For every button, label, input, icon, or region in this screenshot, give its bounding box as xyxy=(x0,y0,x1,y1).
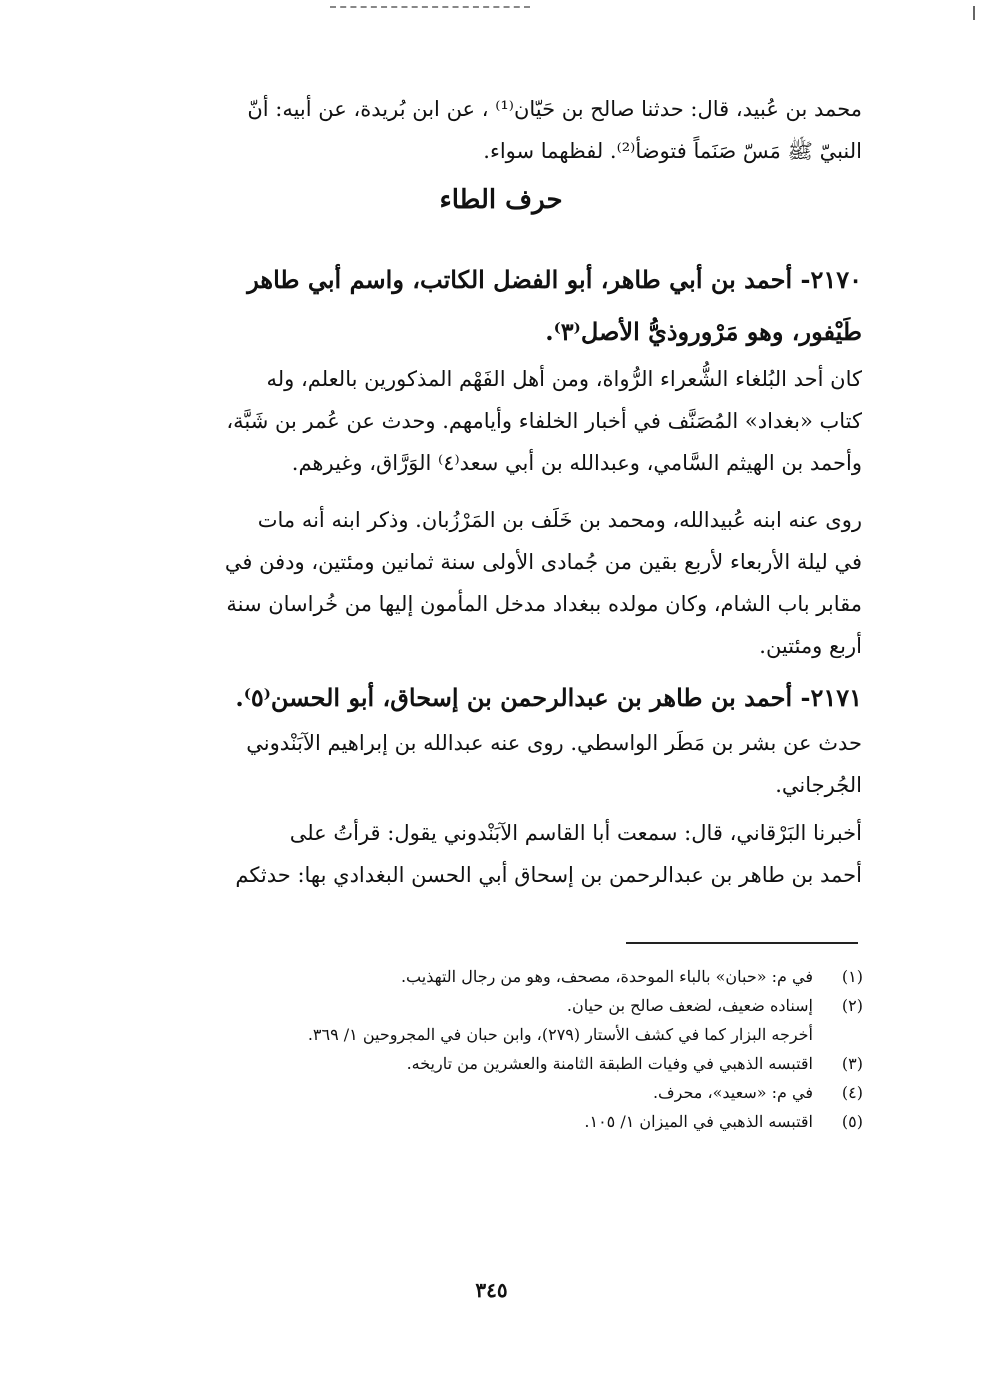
entry-2170-title xyxy=(140,254,862,358)
footnote xyxy=(123,1107,863,1136)
entry-2171-title xyxy=(140,672,862,724)
footnote xyxy=(123,1049,863,1078)
footnote-number: (١) xyxy=(841,967,863,986)
page-number: ٣٤٥ xyxy=(475,1278,508,1302)
paragraph-line: الجُرجاني. xyxy=(775,773,862,797)
footnote-text: اقتبسه الذهبي في وفيات الطبقة الثامنة والعشرين من تاريخه. xyxy=(406,1054,813,1073)
footnote-number: (٣) xyxy=(841,1054,863,1073)
scan-artifact-top xyxy=(330,6,530,8)
footnote xyxy=(123,962,863,991)
paragraph-line: وأحمد بن الهيثم السَّامي، وعبدالله بن أبي سعد⁽٤⁾ الوَرَّاق، وغيرهم. xyxy=(291,451,862,475)
paragraph-line: في ليلة الأربعاء لأربع بقين من جُمادى الأولى سنة ثمانين ومئتين، ودفن في xyxy=(224,550,862,574)
paragraph-line: حدث عن بشر بن مَطَر الواسطي. روى عنه عبدالله بن إبراهيم الآبَنْدوني xyxy=(246,731,862,755)
footnote-text: في م: «سعيد»، محرف. xyxy=(652,1083,813,1102)
footnote-divider xyxy=(626,942,858,944)
entry-title-line: ٢١٧٠- أحمد بن أبي طاهر، أبو الفضل الكاتب، واسم أبي طاهر xyxy=(247,265,862,294)
intro-line: محمد بن عُبيد، قال: حدثنا صالح بن حَيّان⁽¹⁾ ، عن ابن بُريدة، عن أبيه: أنّ xyxy=(247,97,862,121)
entry-2171-paragraph-1 xyxy=(140,722,862,806)
footnote xyxy=(123,991,863,1020)
footnote xyxy=(123,1078,863,1107)
footnote-text: أخرجه البزار كما في كشف الأستار (٢٧٩)، وابن حبان في المجروحين ١/ ٣٦٩. xyxy=(307,1025,813,1044)
scan-artifact-edge xyxy=(973,6,975,20)
paragraph-line: روى عنه ابنه عُبيدالله، ومحمد بن خَلَف بن المَرْزُبان. وذكر ابنه أنه مات xyxy=(257,508,862,532)
entry-2170-paragraph-1 xyxy=(140,358,862,484)
entry-title-line: ٢١٧١- أحمد بن طاهر بن عبدالرحمن بن إسحاق، أبو الحسن⁽٥⁾. xyxy=(235,683,862,712)
paragraph-line: كان أحد البُلغاء الشُّعراء الرُّواة، ومن أهل الفَهْم المذكورين بالعلم، وله xyxy=(266,367,862,391)
footnote-continuation xyxy=(123,1020,863,1049)
paragraph-line: أربع ومئتين. xyxy=(759,634,862,658)
intro-line: النبيّ ﷺ مَسّ صَنَماً فتوضأ⁽²⁾. لفظهما سواء. xyxy=(483,139,862,163)
footnote-text: اقتبسه الذهبي في الميزان ١/ ١٠٥. xyxy=(584,1112,813,1131)
entry-2171-paragraph-2 xyxy=(140,812,862,896)
footnote-number: (٢) xyxy=(841,996,863,1015)
section-heading: حرف الطاء xyxy=(439,185,563,215)
footnote-number: (٥) xyxy=(841,1112,863,1131)
paragraph-line: مقابر باب الشام، وكان مولده ببغداد مدخل المأمون إليها من خُراسان سنة xyxy=(226,592,862,616)
entry-2170-paragraph-2 xyxy=(140,499,862,667)
paragraph-line: أحمد بن طاهر بن عبدالرحمن بن إسحاق أبي الحسن البغدادي بها: حدثكم xyxy=(235,863,862,887)
intro-paragraph xyxy=(140,88,862,172)
paragraph-line: كتاب «بغداد» المُصَنَّف في أخبار الخلفاء وأيامهم. وحدث عن عُمر بن شَبَّة، xyxy=(226,409,862,433)
footnote-text: في م: «حبان» بالباء الموحدة، مصحف، وهو من رجال التهذيب. xyxy=(400,967,813,986)
entry-title-line: طَيْفور، وهو مَرْوروذيُّ الأصل⁽٣⁾. xyxy=(545,317,862,346)
footnote-number: (٤) xyxy=(841,1083,863,1102)
footnote-text: إسناده ضعيف، لضعف صالح بن حيان. xyxy=(566,996,813,1015)
paragraph-line: أخبرنا البَرْقاني، قال: سمعت أبا القاسم الآبَنْدوني يقول: قرأتُ على xyxy=(289,821,862,845)
footnotes xyxy=(123,962,863,1136)
